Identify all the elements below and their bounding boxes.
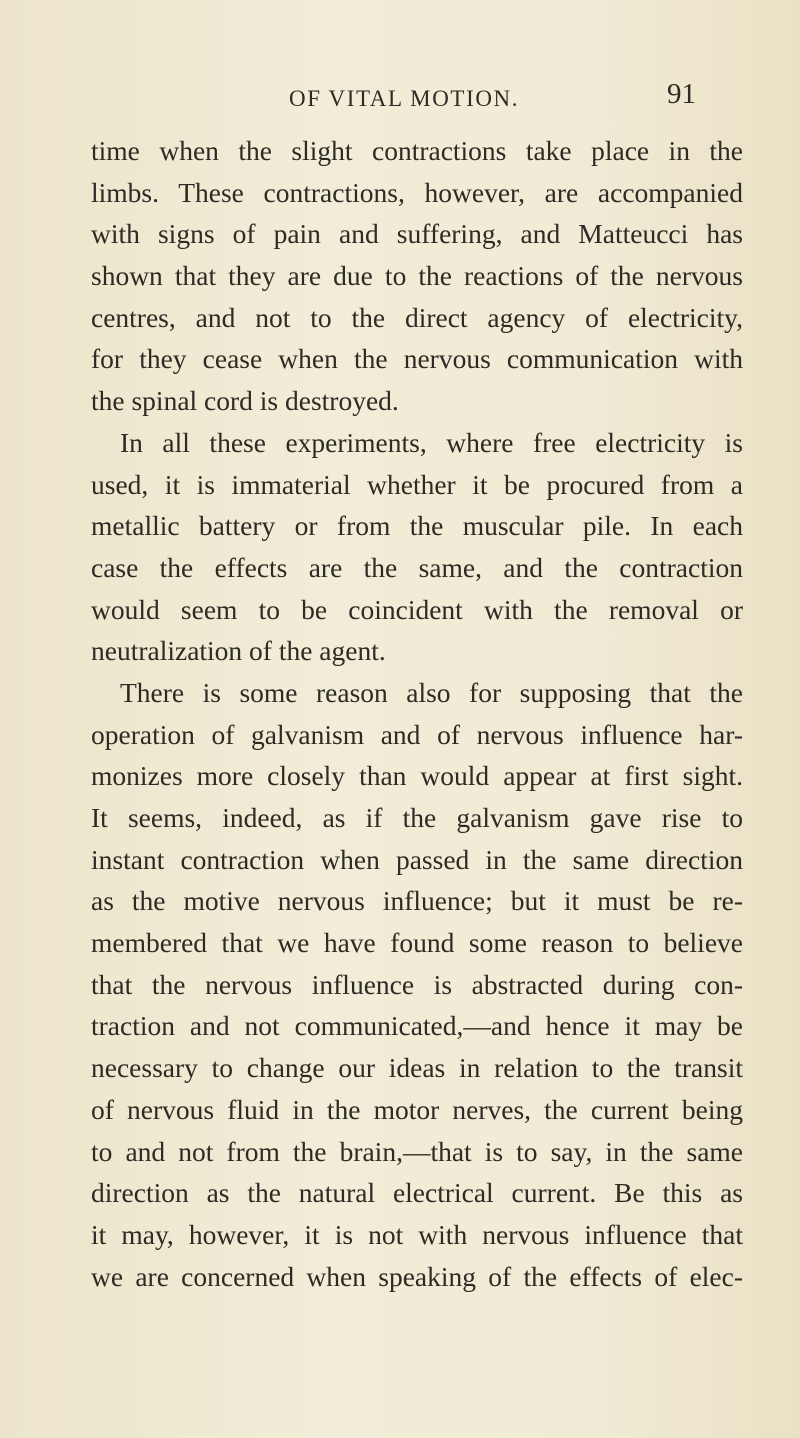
text-line: instant contraction when passed in the same direction bbox=[91, 843, 743, 875]
text-line: for they cease when the nervous communication with bbox=[91, 343, 743, 375]
text-line: neutralization of the agent. bbox=[91, 635, 386, 667]
text-line: In all these experiments, where free electricity is bbox=[120, 426, 743, 458]
text-line: monizes more closely than would appear at first sight. bbox=[91, 760, 743, 792]
text-line: of nervous fluid in the motor nerves, the current being bbox=[91, 1093, 743, 1125]
text-line: There is some reason also for supposing that the bbox=[120, 676, 743, 708]
text-line: operation of galvanism and of nervous influence har- bbox=[91, 718, 743, 750]
text-line: as the motive nervous influence; but it must be re- bbox=[91, 885, 743, 917]
text-line: metallic battery or from the muscular pile. In each bbox=[91, 510, 743, 542]
text-line: centres, and not to the direct agency of electricity, bbox=[91, 301, 743, 333]
text-line: necessary to change our ideas in relation to the transit bbox=[91, 1052, 743, 1084]
text-line: case the effects are the same, and the contraction bbox=[91, 551, 743, 583]
body-text bbox=[91, 130, 743, 1297]
text-line: shown that they are due to the reactions of the nervous bbox=[91, 260, 743, 292]
text-line: that the nervous influence is abstracted during con- bbox=[91, 968, 743, 1000]
text-line: would seem to be coincident with the removal or bbox=[91, 593, 743, 625]
text-line: the spinal cord is destroyed. bbox=[91, 385, 399, 417]
text-line: direction as the natural electrical current. Be this as bbox=[91, 1177, 743, 1209]
text-line: used, it is immaterial whether it be procured from a bbox=[91, 468, 743, 500]
text-line: limbs. These contractions, however, are accompanied bbox=[91, 176, 743, 208]
page-header bbox=[0, 78, 800, 116]
running-head: OF VITAL MOTION. bbox=[289, 86, 520, 111]
text-line: with signs of pain and suffering, and Matteucci has bbox=[91, 218, 743, 250]
text-line: time when the slight contractions take place in the bbox=[91, 135, 743, 166]
text-line: membered that we have found some reason to believe bbox=[91, 927, 743, 959]
text-line: It seems, indeed, as if the galvanism gave rise to bbox=[91, 802, 743, 833]
page-number: 91 bbox=[667, 78, 696, 110]
text-line: to and not from the brain,—that is to say, in the same bbox=[91, 1135, 743, 1167]
text-line: we are concerned when speaking of the effects of elec- bbox=[91, 1260, 743, 1292]
text-line: traction and not communicated,—and hence it may be bbox=[91, 1010, 743, 1042]
text-line: it may, however, it is not with nervous influence that bbox=[91, 1218, 743, 1250]
